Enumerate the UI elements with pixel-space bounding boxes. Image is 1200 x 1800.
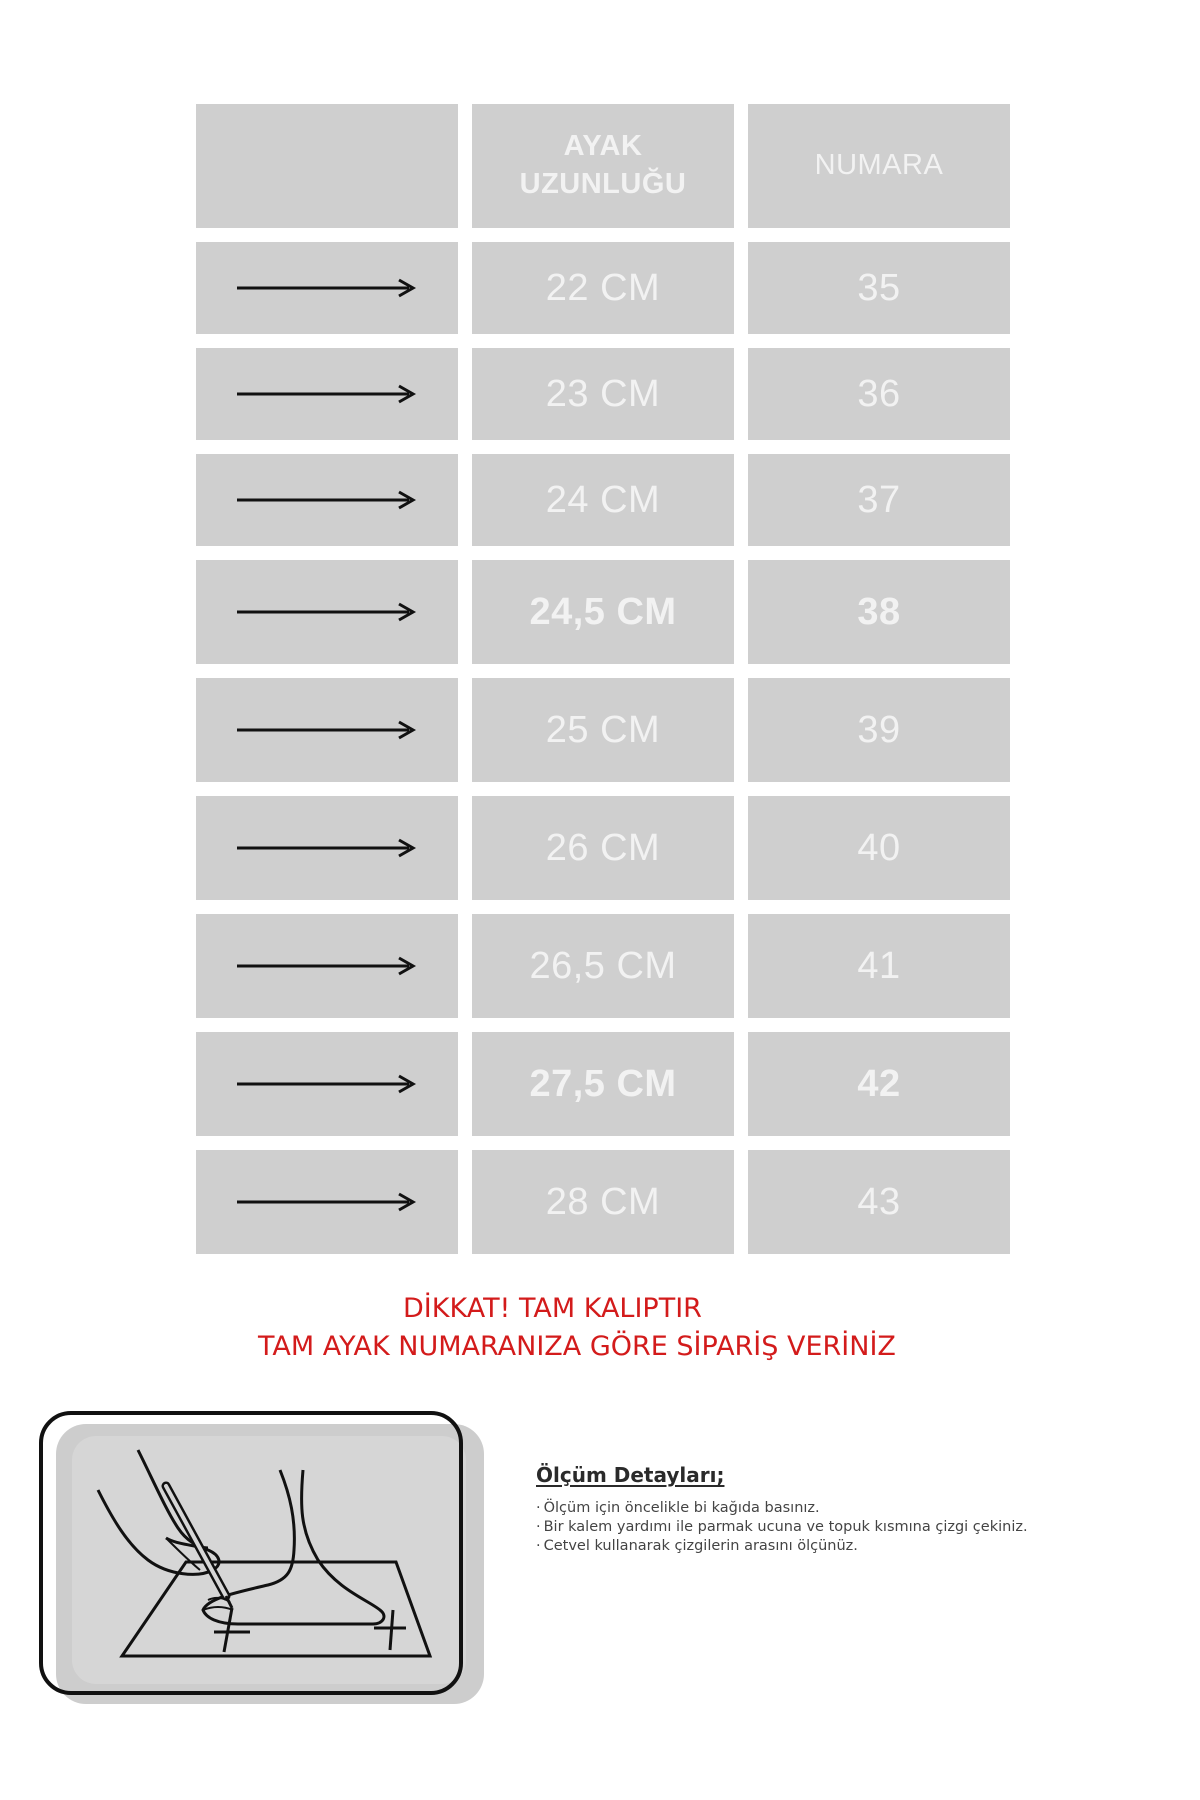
shoe-size-cell: 35 xyxy=(748,242,1010,334)
shoe-size-cell: 38 xyxy=(748,560,1010,664)
table-row xyxy=(196,454,1011,546)
right-arrow-icon xyxy=(235,600,419,624)
header-foot-length-line2: UZUNLUĞU xyxy=(519,168,687,200)
table-row xyxy=(196,242,1011,334)
foot-length-cell: 24,5 CM xyxy=(472,560,734,664)
table-header-row xyxy=(196,104,1011,228)
foot-length-cell: 26,5 CM xyxy=(472,914,734,1018)
shoe-size-cell: 37 xyxy=(748,454,1010,546)
header-foot-length-line1: AYAK xyxy=(563,130,643,163)
notice-line-1: DİKKAT! TAM KALIPTIR xyxy=(403,1293,702,1324)
arrow-cell xyxy=(196,454,458,546)
foot-measuring-illustration xyxy=(38,1410,488,1710)
foot-length-cell: 27,5 CM xyxy=(472,1032,734,1136)
header-foot-length xyxy=(472,104,734,228)
table-row xyxy=(196,796,1011,900)
header-empty-cell xyxy=(196,104,458,228)
right-arrow-icon xyxy=(235,382,419,406)
arrow-cell xyxy=(196,914,458,1018)
foot-length-cell: 23 CM xyxy=(472,348,734,440)
arrow-cell xyxy=(196,796,458,900)
arrow-cell xyxy=(196,678,458,782)
arrow-cell xyxy=(196,1032,458,1136)
right-arrow-icon xyxy=(235,836,419,860)
table-body xyxy=(196,242,1011,1254)
table-row xyxy=(196,1032,1011,1136)
table-row xyxy=(196,1150,1011,1254)
shoe-size-cell: 41 xyxy=(748,914,1010,1018)
right-arrow-icon xyxy=(235,954,419,978)
foot-length-cell: 26 CM xyxy=(472,796,734,900)
arrow-cell xyxy=(196,242,458,334)
details-item: · Ölçüm için öncelikle bi kağıda basınız. xyxy=(536,1499,1176,1518)
right-arrow-icon xyxy=(235,488,419,512)
arrow-cell xyxy=(196,560,458,664)
size-chart-table xyxy=(196,104,1011,1254)
foot-length-cell: 28 CM xyxy=(472,1150,734,1254)
right-arrow-icon xyxy=(235,276,419,300)
shoe-size-cell: 36 xyxy=(748,348,1010,440)
details-list xyxy=(536,1499,1176,1556)
details-title: Ölçüm Detayları; xyxy=(536,1463,725,1487)
details-item: · Cetvel kullanarak çizgilerin arasını ölçünüz. xyxy=(536,1537,1176,1556)
right-arrow-icon xyxy=(235,718,419,742)
shoe-size-cell: 39 xyxy=(748,678,1010,782)
right-arrow-icon xyxy=(235,1190,419,1214)
table-row xyxy=(196,348,1011,440)
arrow-cell xyxy=(196,1150,458,1254)
shoe-size-cell: 43 xyxy=(748,1150,1010,1254)
table-row xyxy=(196,560,1011,664)
foot-length-cell: 22 CM xyxy=(472,242,734,334)
notice-line-2: TAM AYAK NUMARANIZA GÖRE SİPARİŞ VERİNİZ xyxy=(258,1331,896,1362)
measurement-details xyxy=(536,1463,1176,1556)
table-row xyxy=(196,914,1011,1018)
right-arrow-icon xyxy=(235,1072,419,1096)
foot-length-cell: 24 CM xyxy=(472,454,734,546)
details-item: · Bir kalem yardımı ile parmak ucuna ve topuk kısmına çizgi çekiniz. xyxy=(536,1518,1176,1537)
table-row xyxy=(196,678,1011,782)
header-size: NUMARA xyxy=(748,104,1010,228)
foot-length-cell: 25 CM xyxy=(472,678,734,782)
arrow-cell xyxy=(196,348,458,440)
shoe-size-cell: 40 xyxy=(748,796,1010,900)
shoe-size-cell: 42 xyxy=(748,1032,1010,1136)
